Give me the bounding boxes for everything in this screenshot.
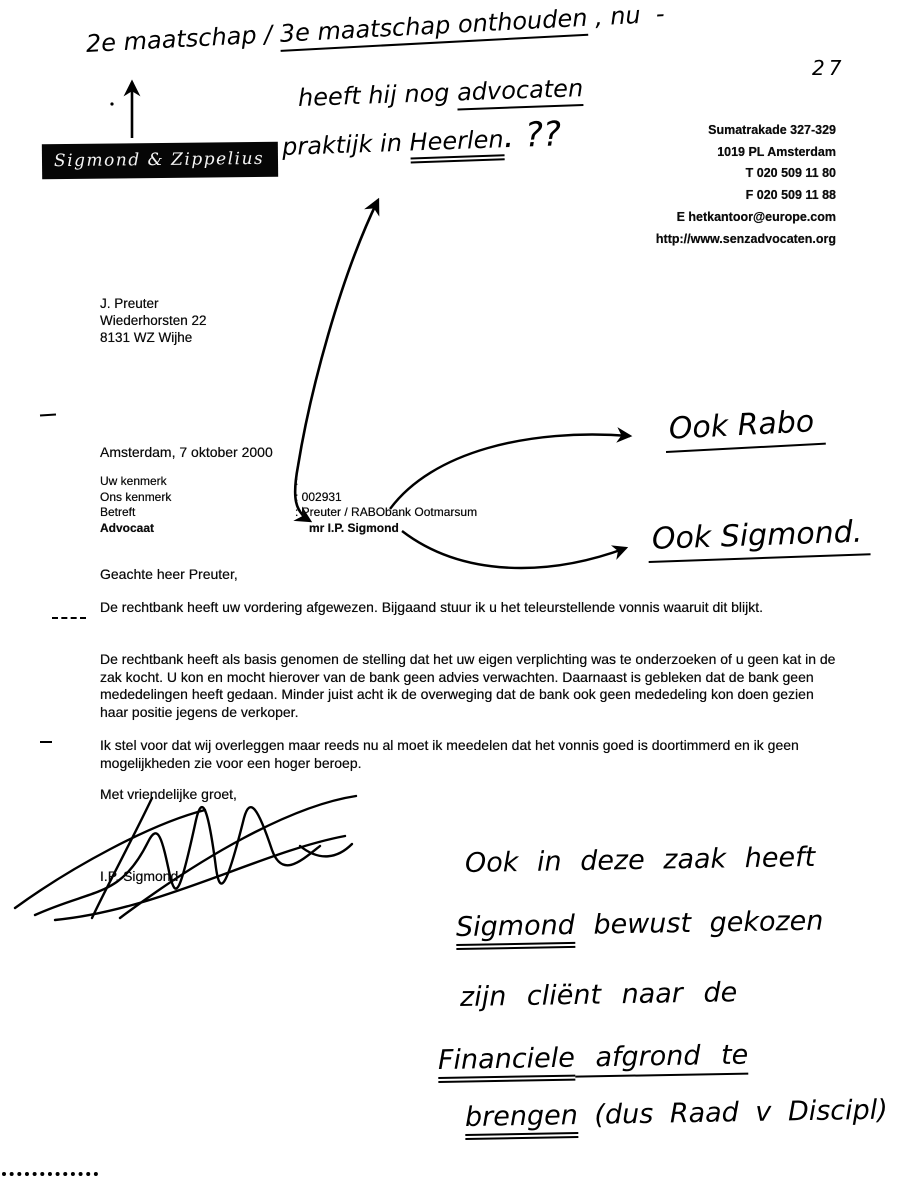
scan-artifact-dotted-line: [2, 1172, 98, 1176]
reference-value: : 002931: [295, 489, 342, 504]
paragraph-2: De rechtbank heeft als basis genomen de stelling dat het uw eigen verplichting was te onderzoeken of u geen kat in de zak kocht. U kon en mocht hierover van de bank geen advies verwachten. Daarnaast is gebleken dat de bank geen mededelingen heeft gedaan. Minder juist acht ik de overweging dat de bank ook geen mededeling kon doen gezien haar positie jegens de verkoper.: [100, 651, 836, 720]
signature-scrawl: [15, 796, 356, 920]
address-line: F 020 509 11 88: [745, 188, 836, 203]
reference-label: Ons kenmerk: [100, 489, 172, 504]
top-note-line3b-double-underlined: Heerlen: [409, 125, 504, 163]
handwritten-ook-rabo: Ook Rabo: [664, 404, 825, 453]
handwritten-bottom-note-line1: Ook in deze zaak heeft: [464, 841, 816, 879]
top-note-seg1: 2e maatschap /: [85, 19, 281, 58]
top-note-line3c: . ??: [502, 114, 562, 157]
reference-row: [100, 505, 477, 521]
handwritten-bottom-note-line5: [465, 1095, 888, 1133]
handwritten-bottom-note-line2: [456, 906, 824, 943]
reference-value: :: [295, 474, 299, 488]
handwritten-top-note-line1: [85, 0, 665, 58]
top-note-seg3: , nu -: [586, 0, 666, 32]
top-note-line2a: heeft hij nog: [297, 78, 458, 112]
reference-row: [100, 490, 477, 506]
bottom-note-line5b: (dus Raad v Discipl): [577, 1094, 889, 1132]
bottom-note-sigmond-underlined: Sigmond: [456, 910, 576, 950]
bottom-note-line4b: afgrond te: [575, 1040, 749, 1078]
closing: Met vriendelijke groet,: [100, 786, 237, 802]
recipient-block: [100, 295, 207, 346]
recipient-city: 8131 WZ Wijhe: [100, 330, 193, 345]
reference-row: [100, 474, 477, 490]
reference-label: Advocaat: [100, 520, 155, 535]
top-note-line2b-underlined: advocaten: [457, 74, 584, 110]
letterhead-address-block: [656, 120, 836, 250]
paragraph-3: Ik stel voor dat wij overleggen maar reeds nu al moet ik meedelen dat het vonnis goed is doortimmerd en ik geen mogelijkheden zie voor een hoger beroep.: [100, 737, 799, 771]
scan-mark-dash: [40, 741, 52, 743]
page-number: 27: [812, 56, 846, 80]
handwritten-top-note-line3: [281, 114, 562, 164]
bottom-note-brengen-underlined: brengen: [465, 1100, 578, 1140]
reference-row: [100, 521, 477, 537]
handwritten-bottom-note-line3: zijn cliënt naar de: [459, 977, 738, 1013]
address-line-website: http://www.senzadvocaten.org: [655, 231, 836, 246]
reference-block: [100, 474, 477, 536]
top-note-seg2-underlined: 3e maatschap onthouden: [279, 4, 588, 52]
address-line-email: E hetkantoor@europe.com: [676, 209, 836, 224]
scan-mark-dash: [52, 617, 86, 619]
reference-label: Uw kenmerk: [100, 474, 167, 488]
bottom-note-financiele-underlined: Financiele: [438, 1043, 576, 1083]
reference-value: mr I.P. Sigmond: [309, 520, 399, 535]
recipient-name: J. Preuter: [100, 296, 159, 311]
arrow-sigmond-to-top: [295, 200, 378, 521]
firm-logo-text: Sigmond & Zippelius: [42, 142, 279, 179]
firm-logo: [42, 143, 278, 178]
recipient-street: Wiederhorsten 22: [100, 313, 207, 328]
bottom-note-line2b: bewust gekozen: [574, 905, 824, 941]
arrow-to-ook-sigmond: [402, 531, 626, 568]
dateline: Amsterdam, 7 oktober 2000: [100, 444, 273, 460]
top-note-line3a: praktijk in: [281, 128, 411, 161]
handwritten-ook-sigmond: Ook Sigmond.: [647, 514, 871, 563]
signature-name: I.P. Sigmond: [100, 868, 179, 884]
address-line: 1019 PL Amsterdam: [717, 144, 836, 159]
scan-mark-dash: [40, 413, 56, 416]
address-line: Sumatrakade 327-329: [708, 123, 836, 137]
handwritten-top-note-line2: [298, 74, 584, 112]
reference-value: : Preuter / RABObank Ootmarsum: [295, 505, 478, 519]
paragraph-1: De rechtbank heeft uw vordering afgewezen. Bijgaand stuur ik u het teleurstellende vonnis waaruit dit blijkt.: [100, 599, 764, 615]
reference-label: Betreft: [100, 505, 136, 519]
salutation: Geachte heer Preuter,: [100, 566, 238, 582]
arrow-up-to-top-note: [110, 82, 132, 138]
handwritten-bottom-note-line4: [438, 1040, 749, 1076]
address-line: T 020 509 11 80: [745, 166, 836, 181]
